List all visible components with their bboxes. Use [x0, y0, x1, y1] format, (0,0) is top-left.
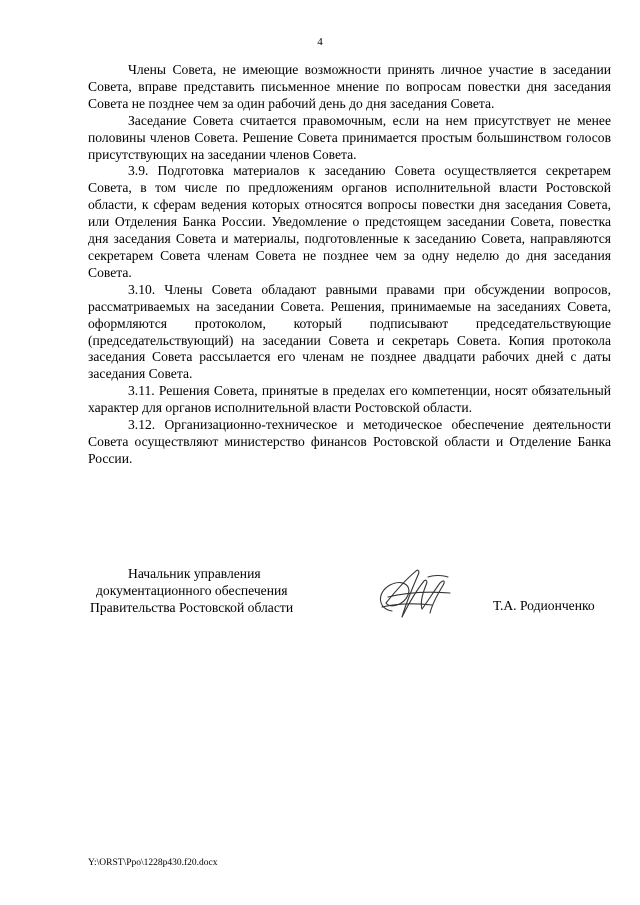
paragraph-members-absent: Члены Совета, не имеющие возможности принять личное участие в заседании Совета, вправе представить письменное мнение по вопросам повестки дня заседания Совета не позднее чем за один рабочий день до дня заседания Совета.: [88, 62, 611, 111]
position-line-1: Начальник управления: [128, 566, 261, 581]
document-body: [88, 62, 611, 468]
paragraph-3-11: 3.11. Решения Совета, принятые в пределах его компетенции, носят обязательный характер для органов исполнительной власти Ростовской области.: [88, 383, 611, 416]
signatory-position: [90, 565, 320, 617]
page-number: 4: [317, 36, 323, 48]
paragraph-3-12: 3.12. Организационно-техническое и методическое обеспечение деятельности Совета осуществляют министерство финансов Ростовской области и Отделение Банка России.: [88, 417, 611, 466]
paragraph-3-9: 3.9. Подготовка материалов к заседанию Совета осуществляется секретарем Совета, в том числе по предложениям органов исполнительной власти Ростовской области, к сферам ведения которых относятся вопросы повестки дня заседания Совета, или Отделения Банка России. Уведомление о предстоящем заседании Совета, повестка дня заседания Совета и материалы, подготовленные к заседанию Совета, направляются секретарем Совета членам Совета не позднее чем за одну неделю до дня заседания Совета.: [88, 163, 611, 280]
handwritten-signature: [368, 563, 458, 625]
paragraph-quorum: Заседание Совета считается правомочным, если на нем присутствует не менее половины членов Совета. Решение Совета принимается простым большинством голосов присутствующих на заседании членов Совета.: [88, 112, 611, 162]
position-line-2: документационного обеспечения: [96, 583, 288, 599]
file-path: Y:\ORST\Ppo\1228p430.f20.docx: [88, 858, 218, 868]
signatory-name: Т.А. Родионченко: [493, 598, 595, 613]
paragraph-3-10: 3.10. Члены Совета обладают равными правами при обсуждении вопросов, рассматриваемых на заседании Совета. Решения, принимаемые на заседаниях Совета, оформляются протоколом, который подписывают председательствующие (председательствующий) на заседании Совета и секретарь Совета. Копия протокола заседания Совета рассылается его членам не позднее двадцати рабочих дней с даты заседания Совета.: [88, 281, 611, 382]
position-line-3: Правительства Ростовской области: [90, 600, 294, 616]
